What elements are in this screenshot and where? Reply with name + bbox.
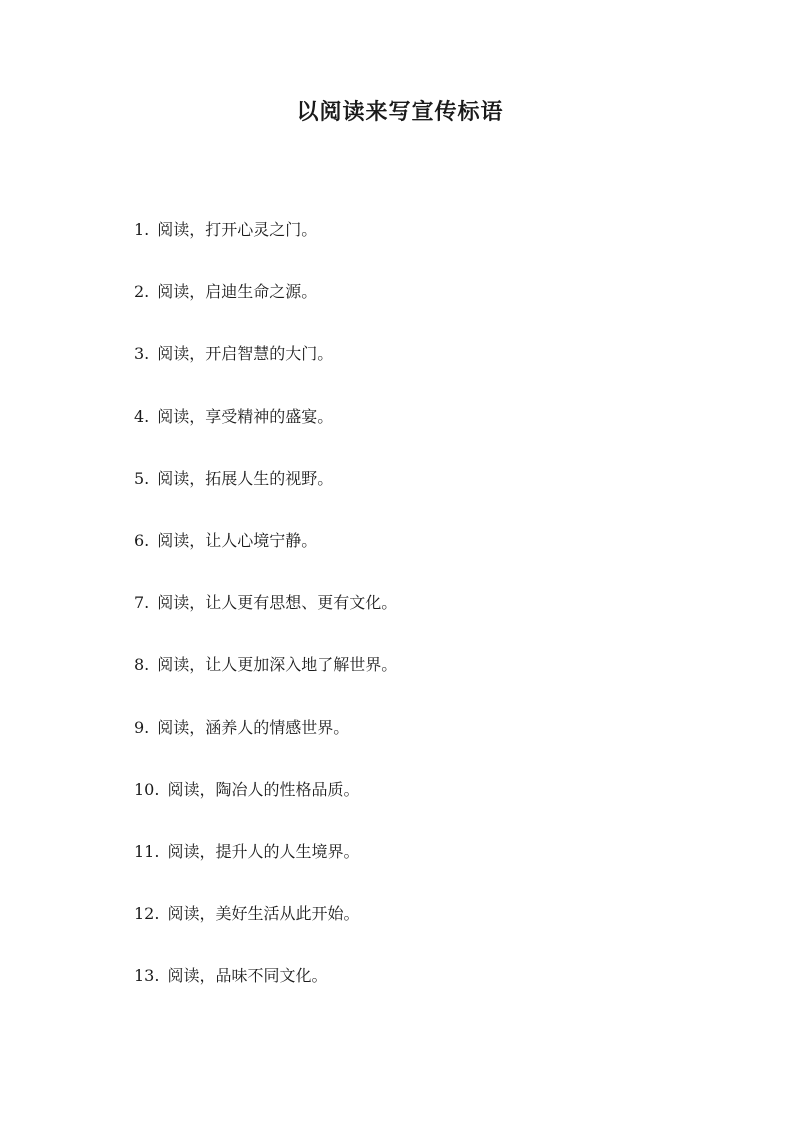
item-text: 阅读，美好生活从此开始。 bbox=[167, 904, 360, 924]
item-number: 4. bbox=[134, 406, 150, 426]
item-number: 11. bbox=[134, 841, 160, 861]
item-text: 阅读，提升人的人生境界。 bbox=[167, 841, 360, 861]
list-item bbox=[134, 340, 397, 402]
item-number: 5. bbox=[134, 468, 150, 488]
item-text: 阅读，享受精神的盛宴。 bbox=[157, 406, 334, 426]
item-text: 阅读，让人更有思想、更有文化。 bbox=[157, 593, 398, 613]
list-item bbox=[134, 838, 397, 900]
list-item bbox=[134, 216, 397, 278]
page-title: 以阅读来写宣传标语 bbox=[296, 99, 504, 125]
item-number: 10. bbox=[134, 779, 160, 799]
list-item bbox=[134, 900, 397, 962]
item-number: 1. bbox=[134, 220, 150, 239]
item-text: 阅读，陶冶人的性格品质。 bbox=[167, 779, 360, 799]
list-item bbox=[134, 403, 397, 465]
item-text: 阅读，开启智慧的大门。 bbox=[157, 344, 334, 364]
item-number: 6. bbox=[134, 530, 150, 550]
item-text: 阅读，打开心灵之门。 bbox=[157, 220, 318, 239]
item-text: 阅读，启迪生命之源。 bbox=[157, 282, 318, 302]
item-text: 阅读，涵养人的情感世界。 bbox=[157, 717, 350, 737]
item-number: 2. bbox=[134, 282, 150, 302]
item-number: 3. bbox=[134, 344, 150, 364]
item-number: 8. bbox=[134, 655, 150, 675]
list-item bbox=[134, 278, 397, 340]
slogan-list bbox=[134, 216, 397, 1024]
item-number: 7. bbox=[134, 593, 150, 613]
item-text: 阅读，拓展人生的视野。 bbox=[157, 468, 334, 488]
item-number: 12. bbox=[134, 904, 160, 924]
list-item bbox=[134, 465, 397, 527]
item-number: 13. bbox=[134, 966, 160, 986]
list-item bbox=[134, 962, 397, 1024]
list-item bbox=[134, 776, 397, 838]
item-text: 阅读，让人心境宁静。 bbox=[157, 530, 318, 550]
list-item bbox=[134, 527, 397, 589]
item-number: 9. bbox=[134, 717, 150, 737]
item-text: 阅读，让人更加深入地了解世界。 bbox=[157, 655, 398, 675]
list-item bbox=[134, 714, 397, 776]
list-item bbox=[134, 589, 397, 651]
list-item bbox=[134, 651, 397, 713]
item-text: 阅读，品味不同文化。 bbox=[167, 966, 328, 986]
